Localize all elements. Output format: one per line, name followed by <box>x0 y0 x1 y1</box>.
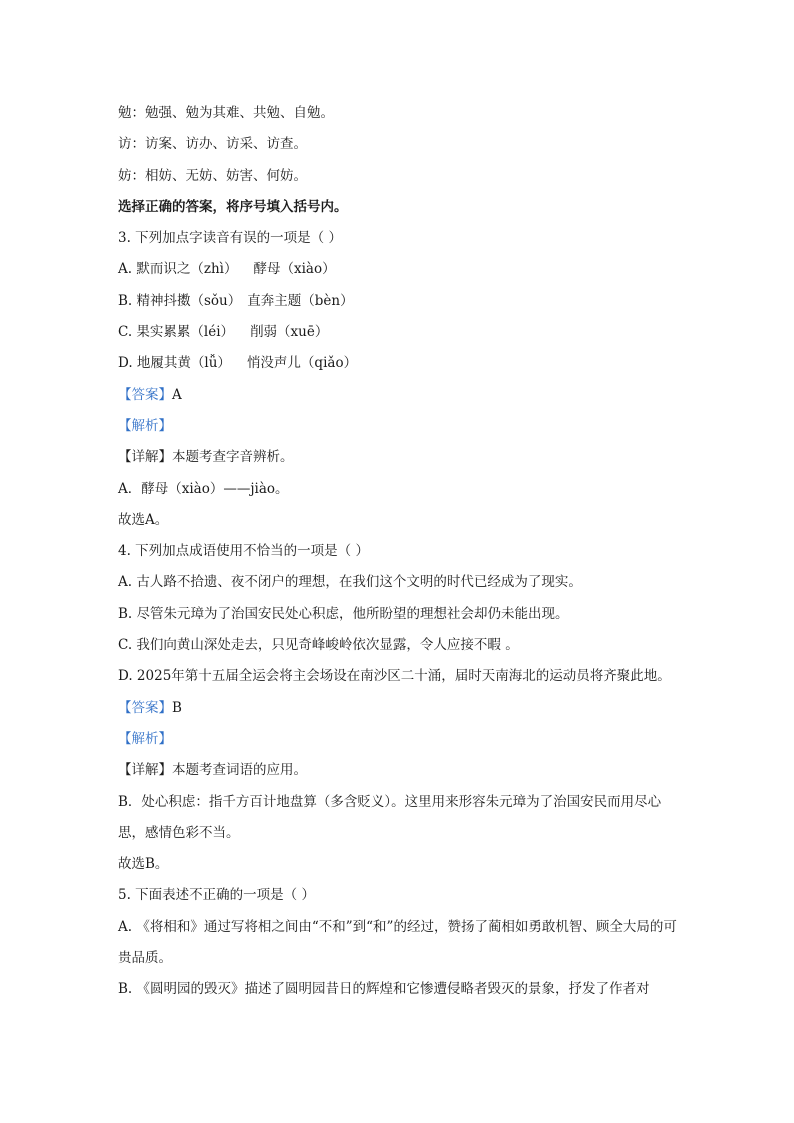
q4-analysis-label: 【解析】 <box>118 730 172 747</box>
intro-line-2: 访：访案、访办、访采、访查。 <box>118 136 307 153</box>
intro-line-3: 妨：相妨、无妨、妨害、何妨。 <box>118 167 307 184</box>
q3-option-a <box>118 254 678 285</box>
q3-option-d-right: 悄没声儿（qiǎo） <box>246 355 358 372</box>
q3-option-a-right: 酵母（xiào） <box>253 261 336 278</box>
section-instruction: 选择正确的答案，将序号填入括号内。 <box>118 198 348 215</box>
document-page <box>118 98 678 1006</box>
q3-option-c-right: 削弱（xuē） <box>250 324 329 341</box>
q4-option-c: C. 我们向黄山深处走去，只见奇峰峻岭依次显露，令人应接不暇 。 <box>118 637 519 654</box>
q3-option-c <box>118 317 678 348</box>
q3-conclusion: 故选A。 <box>118 511 169 528</box>
q5-option-b: B. 《圆明园的毁灭》描述了圆明园昔日的辉煌和它惨遭侵略者毁灭的景象，抒发了作者对 <box>118 981 650 998</box>
q3-answer-label: 【答案】 <box>118 386 172 403</box>
q4-answer <box>118 693 678 724</box>
q3-stem: 3. 下列加点字读音有误的一项是（ ） <box>118 230 342 247</box>
q4-stem: 4. 下列加点成语使用不恰当的一项是（ ） <box>118 543 369 560</box>
q3-option-d-left: D. 地履其黄（lǚ） <box>118 355 231 372</box>
q3-explain: A．酵母（xiào）——jiào。 <box>118 480 289 497</box>
q4-option-b: B. 尽管朱元璋为了治国安民处心积虑，他所盼望的理想社会却仍未能出现。 <box>118 605 569 622</box>
q3-option-b-right: 直奔主题（bèn） <box>247 292 354 309</box>
q4-detail: 【详解】本题考查词语的应用。 <box>118 762 307 779</box>
q4-option-a: A. 古人路不拾遗、夜不闭户的理想，在我们这个文明的时代已经成为了现实。 <box>118 574 582 591</box>
q3-option-b-left: B. 精神抖擞（sǒu） <box>118 292 242 309</box>
q4-answer-label: 【答案】 <box>118 699 172 716</box>
q3-answer <box>118 380 678 411</box>
q3-option-d <box>118 348 678 379</box>
q3-option-a-left: A. 默而识之（zhì） <box>118 261 238 278</box>
intro-line-1: 勉：勉强、勉为其难、共勉、自勉。 <box>118 105 334 121</box>
q3-option-b <box>118 286 678 317</box>
q5-stem: 5. 下面表述不正确的一项是（ ） <box>118 887 315 904</box>
q4-explain: B．处心积虑：指千方百计地盘算（多含贬义）。这里用来形容朱元璋为了治国安民而用尽心思，感情色彩不当。 <box>118 793 662 841</box>
q3-detail: 【详解】本题考查字音辨析。 <box>118 449 294 466</box>
q4-conclusion: 故选B。 <box>118 856 169 873</box>
q3-analysis-label: 【解析】 <box>118 417 172 434</box>
q4-answer-value: B <box>172 699 182 716</box>
q3-option-c-left: C. 果实累累（léi） <box>118 324 235 341</box>
q5-option-a: A. 《将相和》通过写将相之间由“不和”到“和”的经过，赞扬了蔺相如勇敢机智、顾全大局的可贵品质。 <box>118 918 677 967</box>
q4-option-d: D. 2025年第十五届全运会将主会场设在南沙区二十涌，届时天南海北的运动员将齐聚此地。 <box>118 668 671 685</box>
q3-answer-value: A <box>172 386 182 403</box>
